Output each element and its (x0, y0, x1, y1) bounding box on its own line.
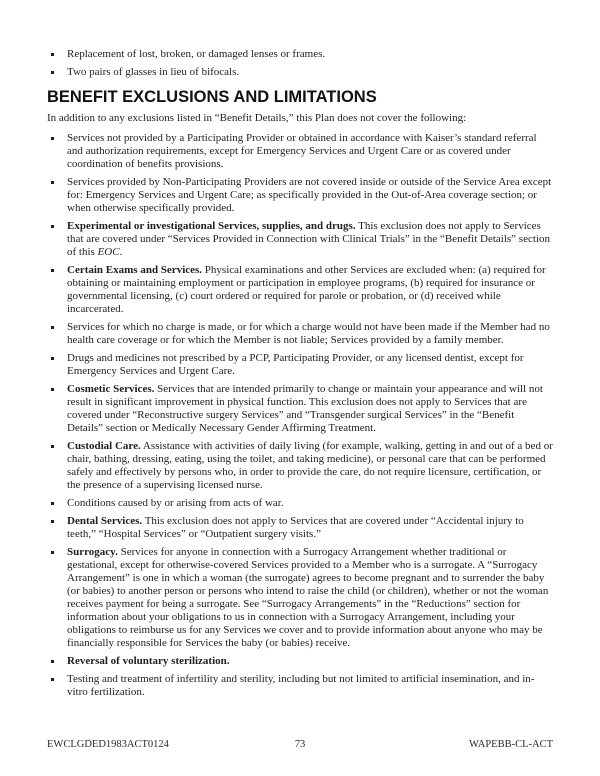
list-item (47, 515, 553, 541)
list-item (47, 264, 553, 316)
text-segment: Dental Services. (67, 515, 143, 527)
text-segment: Certain Exams and Services. (67, 264, 203, 276)
text-segment: . (119, 246, 123, 258)
list-item (47, 655, 553, 668)
text-segment: Drugs and medicines not prescribed by a PCP, Participating Provider, or any licensed dentist, except for Emergency Services and Urgent Care. (67, 352, 524, 377)
footer-page-number: 73 (294, 739, 306, 750)
list-item (47, 220, 553, 259)
page-footer (47, 739, 553, 751)
text-segment: Reversal of voluntary sterilization. (67, 655, 230, 667)
text-segment: Conditions caused by or arising from acts of war. (67, 497, 284, 509)
benefit-exclusions-list (47, 132, 553, 699)
list-item (47, 321, 553, 347)
text-segment: Two pairs of glasses in lieu of bifocals. (67, 66, 240, 78)
text-segment: Testing and treatment of infertility and sterility, including but not limited to artificial insemination, and in-vitro fertilization. (67, 673, 535, 698)
list-item (47, 66, 553, 79)
text-segment: Assistance with activities of daily living (for example, walking, getting in and out of a bed or chair, bathing, dressing, eating, using the toilet, and taking medicine), or personal care that can be performed safely and effectively by persons who, in order to provide the care, do not require licensure, certification, or the presence of a supervising licensed nurse. (67, 440, 553, 491)
section-intro: In addition to any exclusions listed in “Benefit Details,” this Plan does not cover the following: (47, 112, 467, 124)
text-segment: Services for which no charge is made, or for which a charge would not have been made if the Member had no health care coverage or for which the Member is not liable; Services provided by a family member. (67, 321, 550, 346)
list-item (47, 440, 553, 492)
list-item (47, 673, 553, 699)
text-segment: Custodial Care. (67, 440, 141, 452)
section-heading: BENEFIT EXCLUSIONS AND LIMITATIONS (47, 88, 377, 106)
list-item (47, 546, 553, 650)
list-item (47, 497, 553, 510)
list-item (47, 352, 553, 378)
footer-document-code: EWCLGDED1983ACT0124 (47, 739, 169, 750)
list-item (47, 132, 553, 171)
list-item (47, 383, 553, 435)
text-segment: Replacement of lost, broken, or damaged lenses or frames. (67, 48, 326, 60)
text-segment: Services that are intended primarily to change or maintain your appearance and will not result in significant improvement in physical function. This exclusion does not apply to Services that are covered under “Reconstructive surgery Services” and “Transgender surgical Services” in the “Benefit Details” section or Medically Necessary Gender Affirming Treatment. (67, 383, 543, 434)
text-segment: Physical examinations and other Services are excluded when: (a) required for obtaining or maintaining employment or participation in employee programs, (b) required for insurance or governmental licensing, (c) court ordered or required for parole or probation, or (d) received while incarcerated. (67, 264, 546, 315)
text-segment: Services provided by Non-Participating Providers are not covered inside or outside of the Service Area except for: Emergency Services and Urgent Care; as specifically provided in the Out-of-Area coverage section; or when otherwise specifically provided. (67, 176, 552, 214)
text-segment: EOC (97, 246, 120, 258)
footer-plan-code: WAPEBB-CL-ACT (469, 739, 553, 750)
text-segment: Cosmetic Services. (67, 383, 155, 395)
text-segment: Services for anyone in connection with a Surrogacy Arrangement whether traditional or gestational, except for otherwise-covered Services provided to a Member who is a surrogate. A “Surrogacy Arrangement” is one in which a woman (the surrogate) agrees to become pregnant and to surrender the baby (or babies) to another person or persons who intend to raise the child (or children), whether or not the woman receives payment for being a surrogate. See “Surrogacy Arrangements” in the “Reductions” section for information about your obligations to us in connection with a Surrogacy Arrangement, including your obligations to reimburse us for any Services we cover and to provide information about anyone who may be financially responsible for Services the baby (or babies) receive. (67, 546, 549, 649)
text-segment: This exclusion does not apply to Services that are covered under “Services Provided in Connection with Clinical Trials” in the “Benefit Details” section of this (67, 220, 550, 258)
text-segment: Surrogacy. (67, 546, 118, 558)
text-segment: Services not provided by a Participating Provider or obtained in accordance with Kaiser’s standard referral and authorization requirements, except for Emergency Services and Urgent Care or as covered under coordination of benefits provisions. (67, 132, 537, 170)
list-item (47, 48, 553, 61)
text-segment: Experimental or investigational Services, supplies, and drugs. (67, 220, 356, 232)
text-segment: This exclusion does not apply to Services that are covered under “Accidental injury to teeth,” “Hospital Services” or “Outpatient surgery visits.” (67, 515, 524, 540)
list-item (47, 176, 553, 215)
vision-exclusions-list (47, 48, 553, 79)
